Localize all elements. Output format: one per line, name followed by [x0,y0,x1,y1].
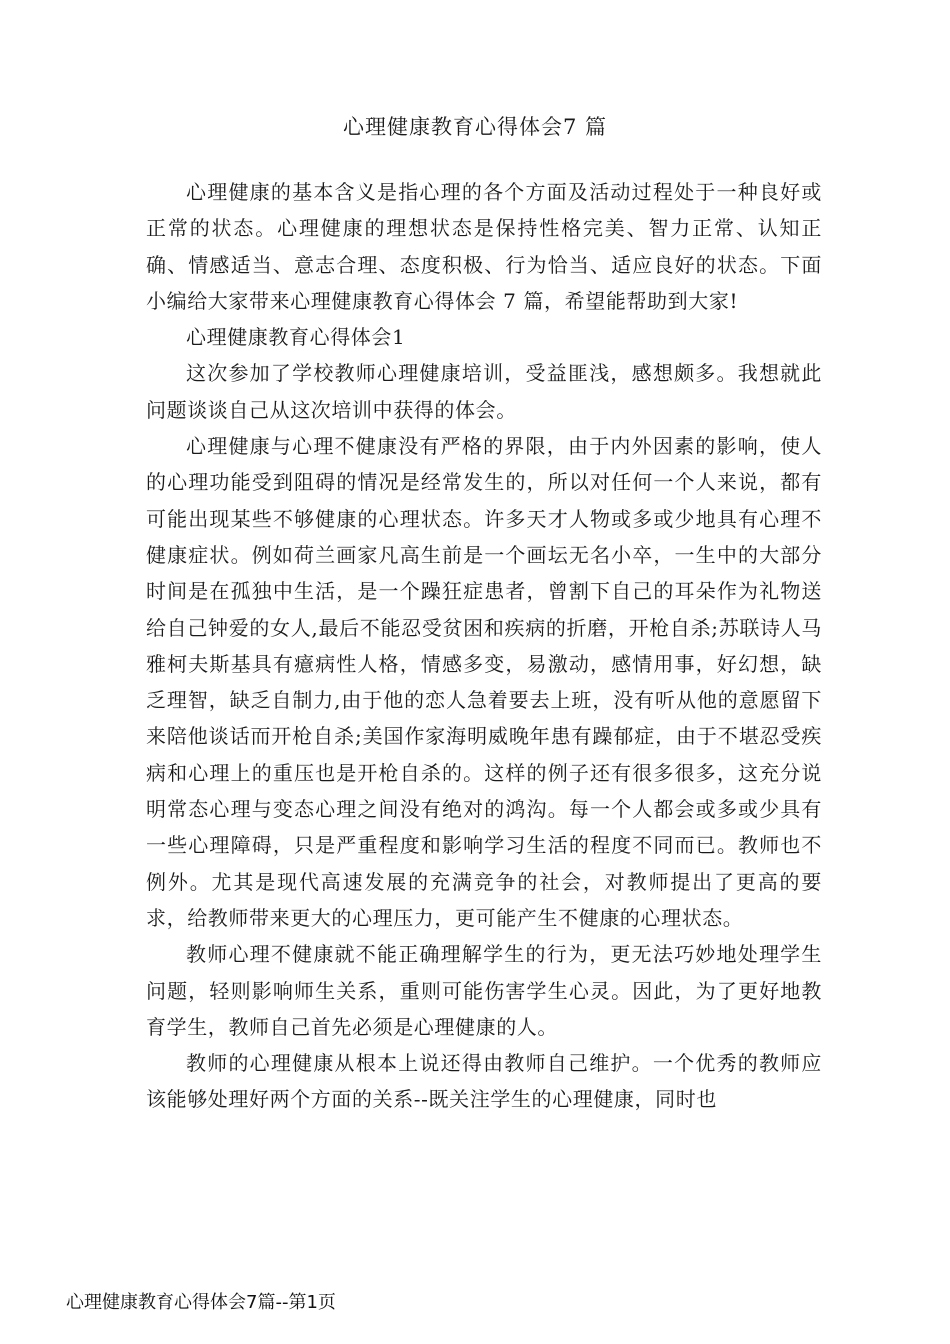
document-title: 心理健康教育心得体会7 篇 [342,115,608,139]
document-body [146,174,822,1118]
paragraph: 教师心理不健康就不能正确理解学生的行为，更无法巧妙地处理学生问题，轻则影响师生关系，重则可能伤害学生心灵。因此，为了更好地教育学生，教师自己首先必须是心理健康的人。 [146,942,822,1039]
paragraph: 教师的心理健康从根本上说还得由教师自己维护。一个优秀的教师应该能够处理好两个方面的关系--既关注学生的心理健康，同时也 [146,1051,822,1112]
paragraph-intro: 心理健康的基本含义是指心理的各个方面及活动过程处于一种良好或正常的状态。心理健康的理想状态是保持性格完美、智力正常、认知正确、情感适当、意志合理、态度积极、行为恰当、适应良好的状态。下面小编给大家带来心理健康教育心得体会 7 篇，希望能帮助到大家! [146,180,822,313]
paragraph: 心理健康与心理不健康没有严格的界限，由于内外因素的影响，使人的心理功能受到阻碍的情况是经常发生的，所以对任何一个人来说，都有可能出现某些不够健康的心理状态。许多天才人物或多或少地具有心理不健康症状。例如荷兰画家凡高生前是一个画坛无名小卒，一生中的大部分时间是在孤独中生活，是一个躁狂症患者，曾割下自己的耳朵作为礼物送给自己钟爱的女人,最后不能忍受贫困和疾病的折磨，开枪自杀;苏联诗人马雅柯夫斯基具有癔病性人格，情感多变，易激动，感情用事，好幻想，缺乏理智，缺乏自制力,由于他的恋人急着要去上班，没有听从他的意愿留下来陪他谈话而开枪自杀;美国作家海明威晚年患有躁郁症，由于不堪忍受疾病和心理上的重压也是开枪自杀的。这样的例子还有很多很多，这充分说明常态心理与变态心理之间没有绝对的鸿沟。每一个人都会或多或少具有一些心理障碍，只是严重程度和影响学习生活的程度不同而已。教师也不例外。尤其是现代高速发展的充满竞争的社会，对教师提出了更高的要求，给教师带来更大的心理压力，更可能产生不健康的心理状态。 [146,434,822,930]
paragraph: 这次参加了学校教师心理健康培训，受益匪浅，感想颇多。我想就此问题谈谈自己从这次培训中获得的体会。 [146,361,822,422]
page-footer: 心理健康教育心得体会7篇--第1页 [66,1292,336,1313]
section-heading: 心理健康教育心得体会1 [186,325,406,350]
